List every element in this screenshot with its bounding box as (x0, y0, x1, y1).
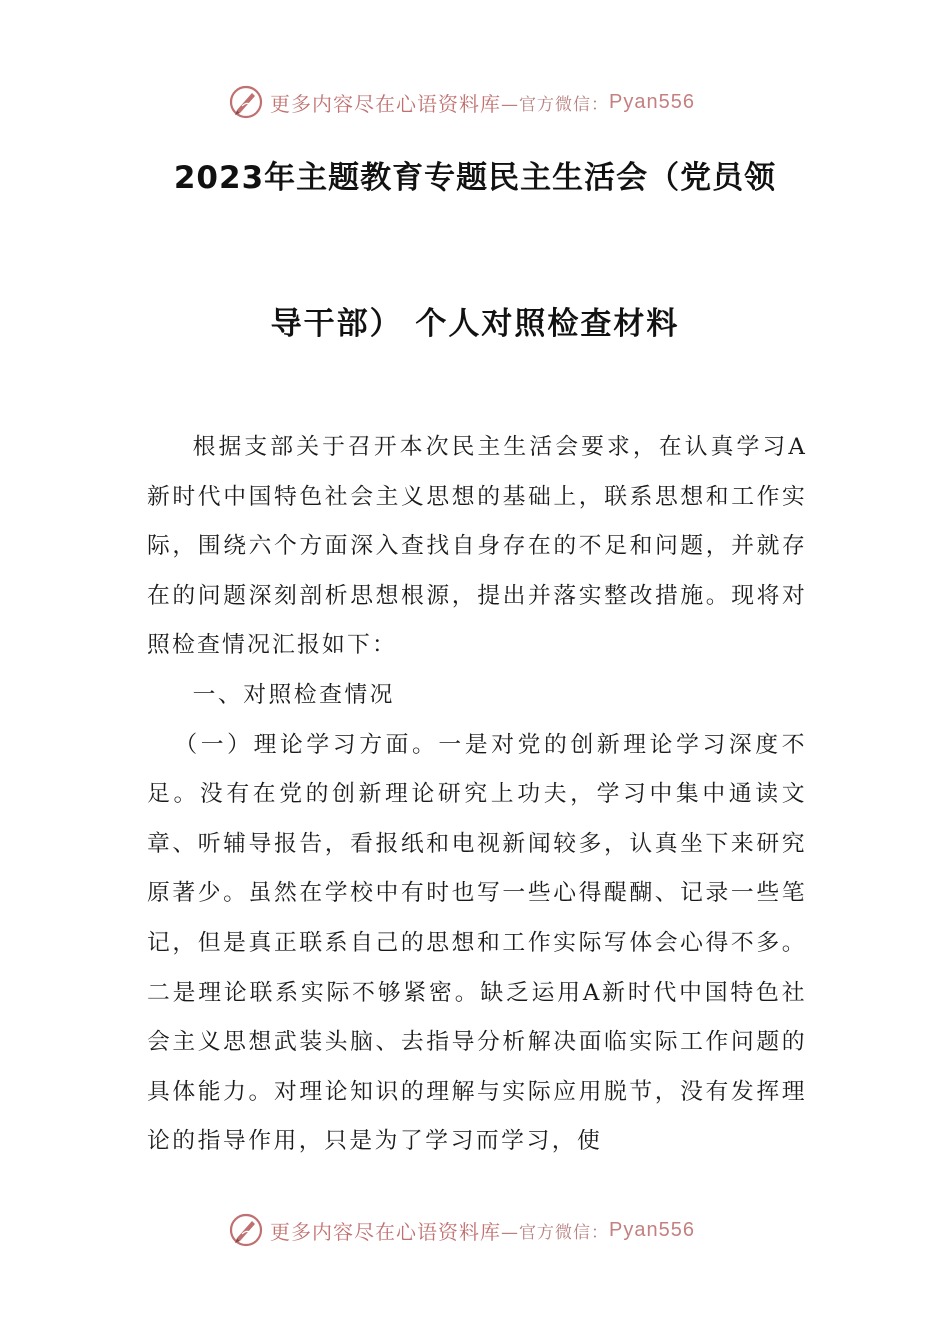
watermark-header (228, 82, 728, 122)
watermark-main-text: 更多内容尽在心语资料库 (270, 91, 501, 116)
section-paragraph: （一）理论学习方面。一是对党的创新理论学习深度不足。没有在党的创新理论研究上功夫，学习中集中通读文章、听辅导报告，看报纸和电视新闻较多，认真坐下来研究原著少。虽然在学校中有时也写一些心得醍醐、记录一些笔记，但是真正联系自己的思想和工作实际写体会心得不多。二是理论联系实际不够紧密。缺乏运用A新时代中国特色社会主义思想武装头脑、去指导分析解决面临实际工作问题的具体能力。对理论知识的理解与实际应用脱节，没有发挥理论的指导作用，只是为了学习而学习，使 (147, 731, 807, 1155)
pen-logo-icon (228, 1212, 264, 1248)
watermark-main-text: 更多内容尽在心语资料库 (270, 1219, 501, 1244)
watermark-footer (228, 1210, 728, 1250)
watermark-wechat-label: —官方微信： (501, 94, 609, 115)
document-title-line1: 2023年主题教育专题民主生活会（党员领 (173, 160, 777, 196)
intro-paragraph: 根据支部关于召开本次民主生活会要求，在认真学习A新时代中国特色社会主义思想的基础上，联系思想和工作实际，围绕六个方面深入查找自身存在的不足和问题，并就存在的问题深刻剖析思想根源，提出并落实整改措施。现将对照检查情况汇报如下： (147, 434, 807, 659)
watermark-wechat-label: —官方微信： (501, 1222, 609, 1243)
document-body (147, 423, 807, 1167)
watermark-wechat-id: Pyan556 (609, 90, 695, 113)
document-title-line2: 导干部） 个人对照检查材料 (270, 306, 680, 342)
pen-logo-icon (228, 84, 264, 120)
section-heading: 一、对照检查情况 (192, 681, 395, 708)
watermark-wechat-id: Pyan556 (609, 1218, 695, 1241)
